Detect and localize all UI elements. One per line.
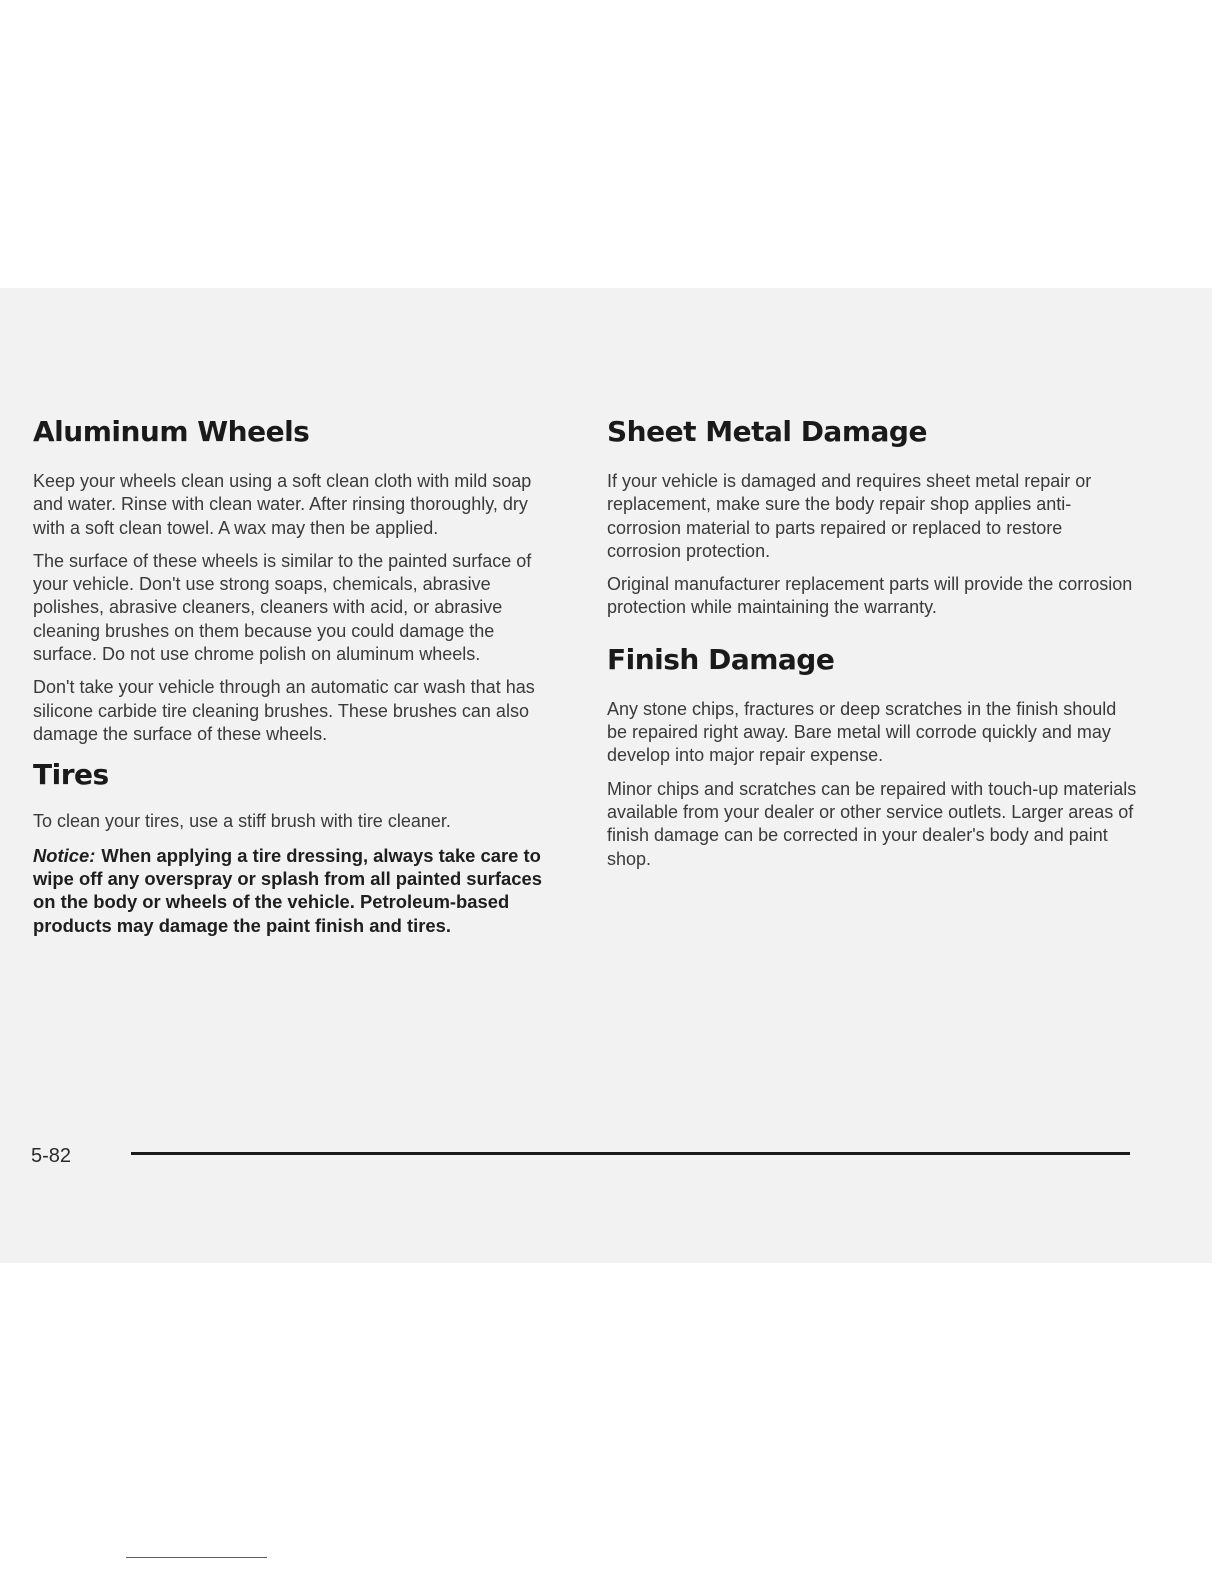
finish-damage-heading: Finish Damage <box>607 642 835 676</box>
notice-text: When applying a tire dressing, always take care to wipe off any overspray or splash from all painted surfaces on the body or wheels of the vehicle. Petroleum-based products may damage the paint finish and tires. <box>33 844 542 936</box>
aluminum-wheels-paragraph-2: The surface of these wheels is similar to the painted surface of your vehicle. Don't use strong soaps, chemicals, abrasive polishes, abrasive cleaners, cleaners with acid, or abrasive cleaning brushes on them because you could damage the surface. Do not use chrome polish on aluminum wheels. <box>33 550 532 665</box>
tires-notice <box>33 844 561 938</box>
bottom-link-underline <box>126 1557 267 1558</box>
left-column <box>33 410 561 937</box>
right-column <box>607 410 1137 881</box>
finish-damage-paragraph-2: Minor chips and scratches can be repaired with touch-up materials available from your dealer or other service outlets. Larger areas of finish damage can be corrected in your dealer's body and paint shop. <box>607 778 1137 869</box>
tires-heading: Tires <box>33 758 109 792</box>
sheet-metal-damage-section <box>607 410 1137 620</box>
notice-label: Notice: <box>33 844 96 866</box>
sheet-metal-damage-paragraph-1: If your vehicle is damaged and requires sheet metal repair or replacement, make sure the body repair shop applies anti-corrosion material to parts repaired or replaced to restore corrosion protection. <box>607 471 1092 561</box>
finish-damage-paragraph-1: Any stone chips, fractures or deep scratches in the finish should be repaired right away. Bare metal will corrode quickly and may develop into major repair expense. <box>607 698 1117 766</box>
finish-damage-section <box>607 638 1137 871</box>
aluminum-wheels-section <box>33 410 561 746</box>
tires-paragraph: To clean your tires, use a stiff brush with tire cleaner. <box>33 811 451 832</box>
page-number: 5-82 <box>31 1145 72 1167</box>
footer-rule <box>131 1152 1130 1155</box>
sheet-metal-damage-paragraph-2: Original manufacturer replacement parts will provide the corrosion protection while maintaining the warranty. <box>607 574 1133 618</box>
aluminum-wheels-paragraph-1: Keep your wheels clean using a soft clean cloth with mild soap and water. Rinse with clean water. After rinsing thoroughly, dry with a soft clean towel. A wax may then be applied. <box>33 471 532 538</box>
tires-section <box>33 756 561 937</box>
aluminum-wheels-paragraph-3: Don't take your vehicle through an automatic car wash that has silicone carbide tire cleaning brushes. These brushes can also damage the surface of these wheels. <box>33 677 535 744</box>
sheet-metal-damage-heading: Sheet Metal Damage <box>607 415 927 448</box>
aluminum-wheels-heading: Aluminum Wheels <box>33 415 310 448</box>
